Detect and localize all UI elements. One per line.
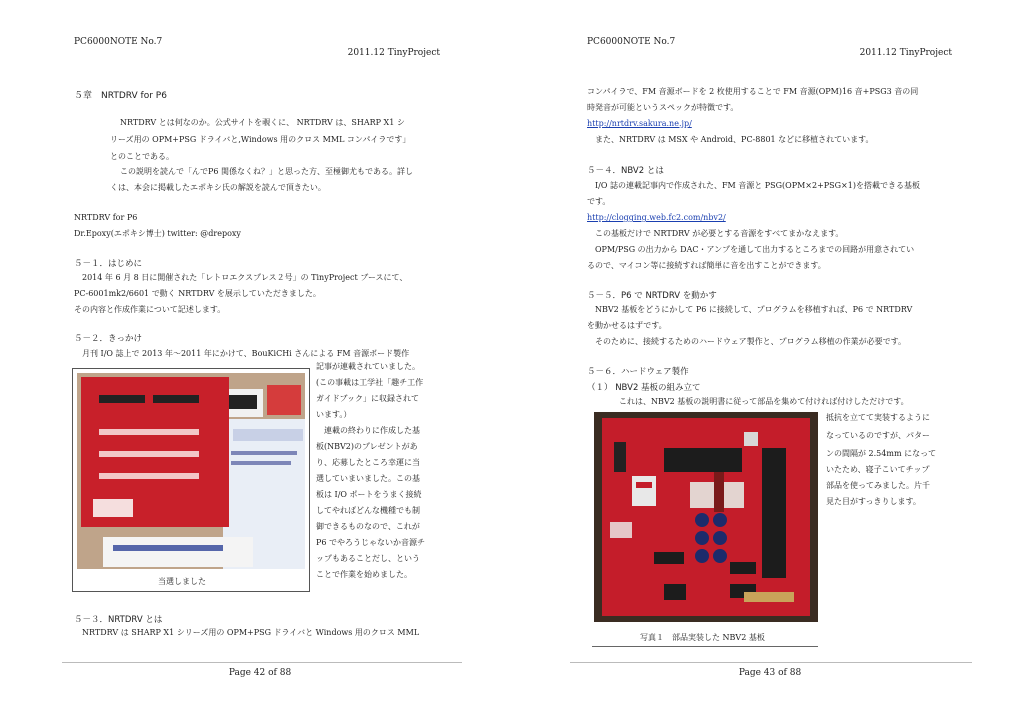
footer-rule bbox=[62, 662, 462, 663]
body-line: (この事載は工学社「趣チ工作 bbox=[316, 378, 424, 387]
body-line: 板(NBV2)のプレゼントがあ bbox=[316, 442, 418, 451]
body-line: I/O 誌の連載記事内で作成された、FM 音源と PSG(OPM×2+PSG×1)を搭載できる基板 bbox=[595, 181, 920, 190]
body-line: います。） bbox=[316, 410, 352, 419]
body-line: 月刊 I/O 誌上で 2013 年～2011 年にかけて、BouKiCHi さんによる FM 音源ボード製作 bbox=[82, 349, 410, 358]
caption-rule bbox=[592, 646, 818, 647]
body-line: P6 でやろうじゃないか音源チ bbox=[316, 538, 426, 547]
body-line: ップもあることだし、という bbox=[316, 554, 420, 563]
section-heading: ５－４．NBV2 とは bbox=[587, 166, 664, 176]
intro-line: この説明を読んで「んでP6 関係なくね？」と思った方、至極御尤もである。詳し bbox=[120, 167, 414, 176]
body-line: 記事が連載されていました。 bbox=[316, 362, 420, 371]
header-date: 2011.12 TinyProject bbox=[347, 48, 440, 58]
board-envelope-photo bbox=[72, 368, 310, 592]
body-line: また、NRTDRV は MSX や Android、PC-8801 などに移植されています。 bbox=[595, 135, 874, 144]
body-line: 抵抗を立てて実装するように bbox=[826, 413, 930, 422]
nbv2-board-image bbox=[594, 412, 818, 622]
footer-rule bbox=[570, 662, 972, 663]
chapter-title: ５章 NRTDRV for P6 bbox=[74, 91, 167, 101]
body-line: ンの間隔が 2.54mm になって bbox=[826, 449, 937, 458]
subsection-heading: （１） NBV2 基板の組み立て bbox=[587, 383, 701, 393]
body-line: るので、マイコン等に接続すれば簡単に音を出すことができます。 bbox=[587, 261, 826, 270]
body-line: 板は I/O ポートをうまく接続 bbox=[316, 490, 422, 499]
credit-author: Dr.Epoxy(エポキシ博士) twitter: @drepoxy bbox=[74, 229, 241, 238]
section-heading: ５－５．P6 で NRTDRV を動かす bbox=[587, 291, 717, 301]
body-line: ガイドブック」に収録されて bbox=[316, 394, 419, 403]
intro-line: とのことである。 bbox=[110, 152, 174, 161]
body-line: NBV2 基板をどうにかして P6 に接続して、プログラムを移植すれば、P6 で NRTDRV bbox=[595, 305, 913, 314]
body-line: 御できるものなので、これが bbox=[316, 522, 420, 531]
photo-caption: 写真１ 部品実装した NBV2 基板 bbox=[640, 633, 765, 642]
nbv2-board-photo bbox=[594, 412, 818, 622]
body-line: この基板だけで NRTDRV が必要とする音源をすべてまかなえます。 bbox=[595, 229, 844, 238]
section-heading: ５－１．はじめに bbox=[74, 259, 143, 269]
header-date: 2011.12 TinyProject bbox=[859, 48, 952, 58]
body-line: ことで作業を始めました。 bbox=[316, 570, 412, 579]
body-line: そのために、接続するためのハードウェア製作と、プログラム移植の作業が必要です。 bbox=[595, 337, 906, 346]
body-line: 連載の終わりに作成した基 bbox=[324, 426, 420, 435]
page-number: Page 43 of 88 bbox=[738, 668, 802, 678]
section-heading: ５－３．NRTDRV とは bbox=[74, 615, 163, 625]
section-heading: ５－２．きっかけ bbox=[74, 334, 143, 344]
body-line: NRTDRV は SHARP X1 シリーズ用の OPM+PSG ドライバと Windows 用のクロス MML bbox=[82, 628, 420, 637]
credit-title: NRTDRV for P6 bbox=[74, 213, 138, 222]
body-line: PC-6001mk2/6601 で動く NRTDRV を展示していただきました。 bbox=[74, 289, 321, 298]
body-line: 選していまいました。この基 bbox=[316, 474, 420, 483]
header-title: PC6000NOTE No.7 bbox=[74, 37, 163, 47]
body-line: 見た目がすっきりします。 bbox=[826, 497, 921, 506]
body-line: その内容と作成作業について記述します。 bbox=[74, 305, 226, 314]
body-line: いたため、寝子こいてチップ bbox=[826, 465, 930, 474]
body-line: コンパイラで、FM 音源ボードを 2 枚使用することで FM 音源(OPM)16 音+PSG3 音の同 bbox=[587, 87, 919, 96]
body-line: なっているのですが、パター bbox=[826, 431, 930, 440]
right-page bbox=[512, 0, 1024, 721]
nrtdrv-site-link[interactable]: http://nrtdrv.sakura.ne.jp/ bbox=[587, 119, 692, 128]
body-line: してやればどんな機種でも制 bbox=[316, 506, 420, 515]
body-line: を動かせるはずです。 bbox=[587, 321, 667, 330]
body-line: 部品を使ってみました。片千 bbox=[826, 481, 930, 490]
photo-caption: 当選しました bbox=[158, 577, 206, 586]
header-title: PC6000NOTE No.7 bbox=[587, 37, 676, 47]
body-line: り、応募したところ幸運に当 bbox=[316, 458, 420, 467]
intro-line: くは、本会に掲載したエポキシ氏の解説を読んで頂きたい。 bbox=[110, 183, 326, 192]
nbv2-site-link[interactable]: http://clogging.web.fc2.com/nbv2/ bbox=[587, 213, 726, 222]
board-photo-image bbox=[73, 369, 309, 591]
body-line: OPM/PSG の出力から DAC・アンプを通して出力するところまでの回路が用意されてい bbox=[595, 245, 915, 254]
body-line: これは、NBV2 基板の説明書に従って部品を集めて付ければ付けしただけです。 bbox=[619, 397, 909, 406]
intro-line: リーズ用の OPM+PSG ドライバと,Windows 用のクロス MML コンパイラです」 bbox=[110, 135, 411, 144]
body-line: 2014 年 6 月 8 日に開催された「レトロエクスプレス２号」の TinyProject ブースにて、 bbox=[82, 273, 408, 282]
intro-line: NRTDRV とは何なのか。公式サイトを覗くに、 NRTDRV は、SHARP X1 シ bbox=[120, 118, 405, 127]
body-line: 時発音が可能というスペックが特徴です。 bbox=[587, 103, 739, 112]
page-number: Page 42 of 88 bbox=[228, 668, 292, 678]
body-line: です。 bbox=[587, 197, 611, 206]
section-heading: ５－６．ハードウェア製作 bbox=[587, 367, 689, 377]
